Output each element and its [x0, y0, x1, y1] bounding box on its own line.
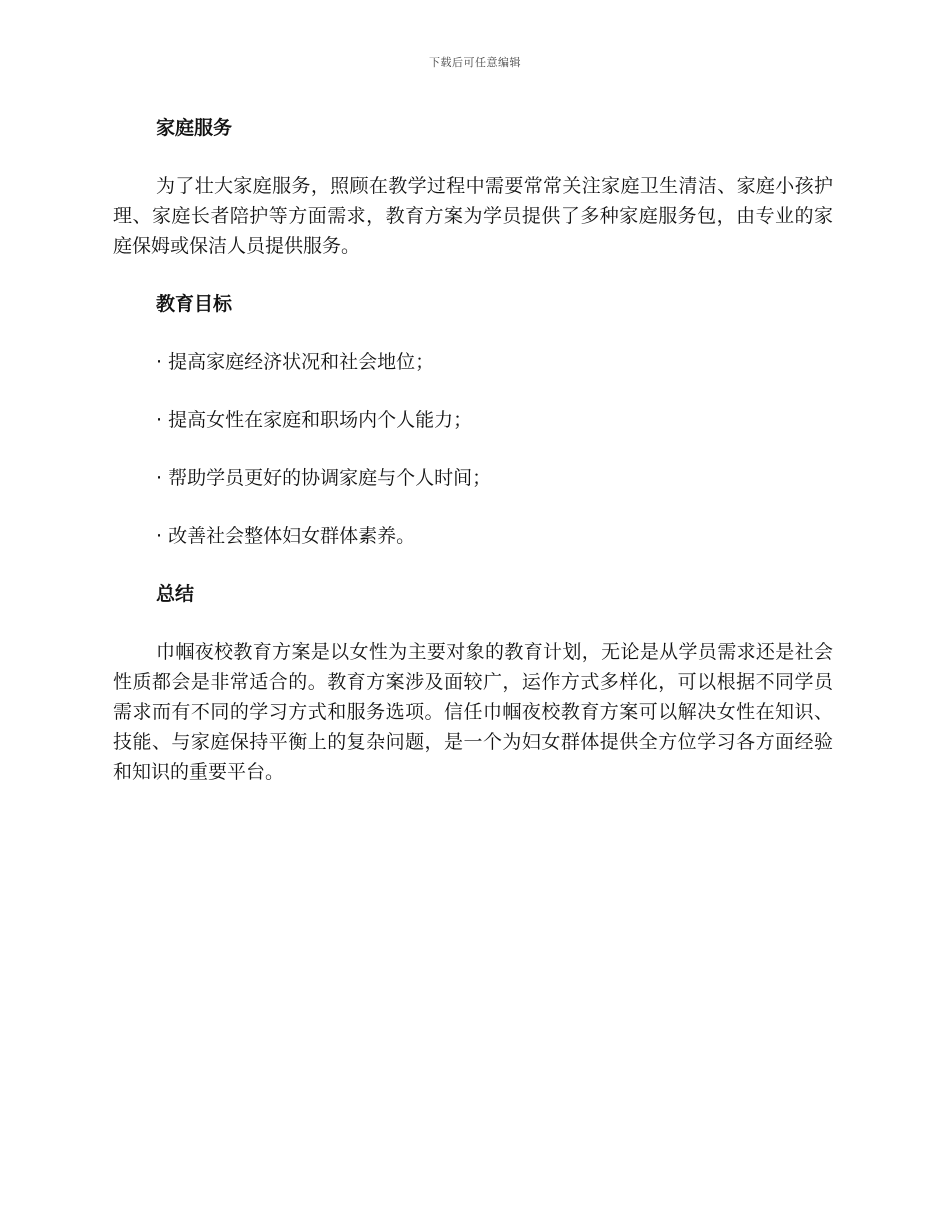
document-body [113, 112, 833, 787]
paragraph-summary: 巾帼夜校教育方案是以女性为主要对象的教育计划，无论是从学员需求还是社会性质都会是非常适合的。教育方案涉及面较广，运作方式多样化，可以根据不同学员需求而有不同的学习方式和服务选项。信任巾帼夜校教育方案可以解决女性在知识、技能、与家庭保持平衡上的复杂问题，是一个为妇女群体提供全方位学习各方面经验和知识的重要平台。 [113, 641, 833, 783]
list-item-goal-2: · 提高女性在家庭和职场内个人能力； [156, 409, 473, 431]
list-item-goal-4: · 改善社会整体妇女群体素养。 [156, 525, 416, 547]
header-note: 下载后可任意编辑 [429, 56, 521, 69]
list-item-goal-3: · 帮助学员更好的协调家庭与个人时间； [156, 467, 492, 489]
section-title-education-goals: 教育目标 [156, 293, 233, 315]
section-title-summary: 总结 [156, 583, 195, 605]
section-title-family-service: 家庭服务 [156, 117, 233, 139]
paragraph-family-service: 为了壮大家庭服务，照顾在教学过程中需要常常关注家庭卫生清洁、家庭小孩护理、家庭长者陪护等方面需求，教育方案为学员提供了多种家庭服务包，由专业的家庭保姆或保洁人员提供服务。 [113, 175, 833, 257]
list-item-goal-1: · 提高家庭经济状况和社会地位； [156, 351, 435, 373]
